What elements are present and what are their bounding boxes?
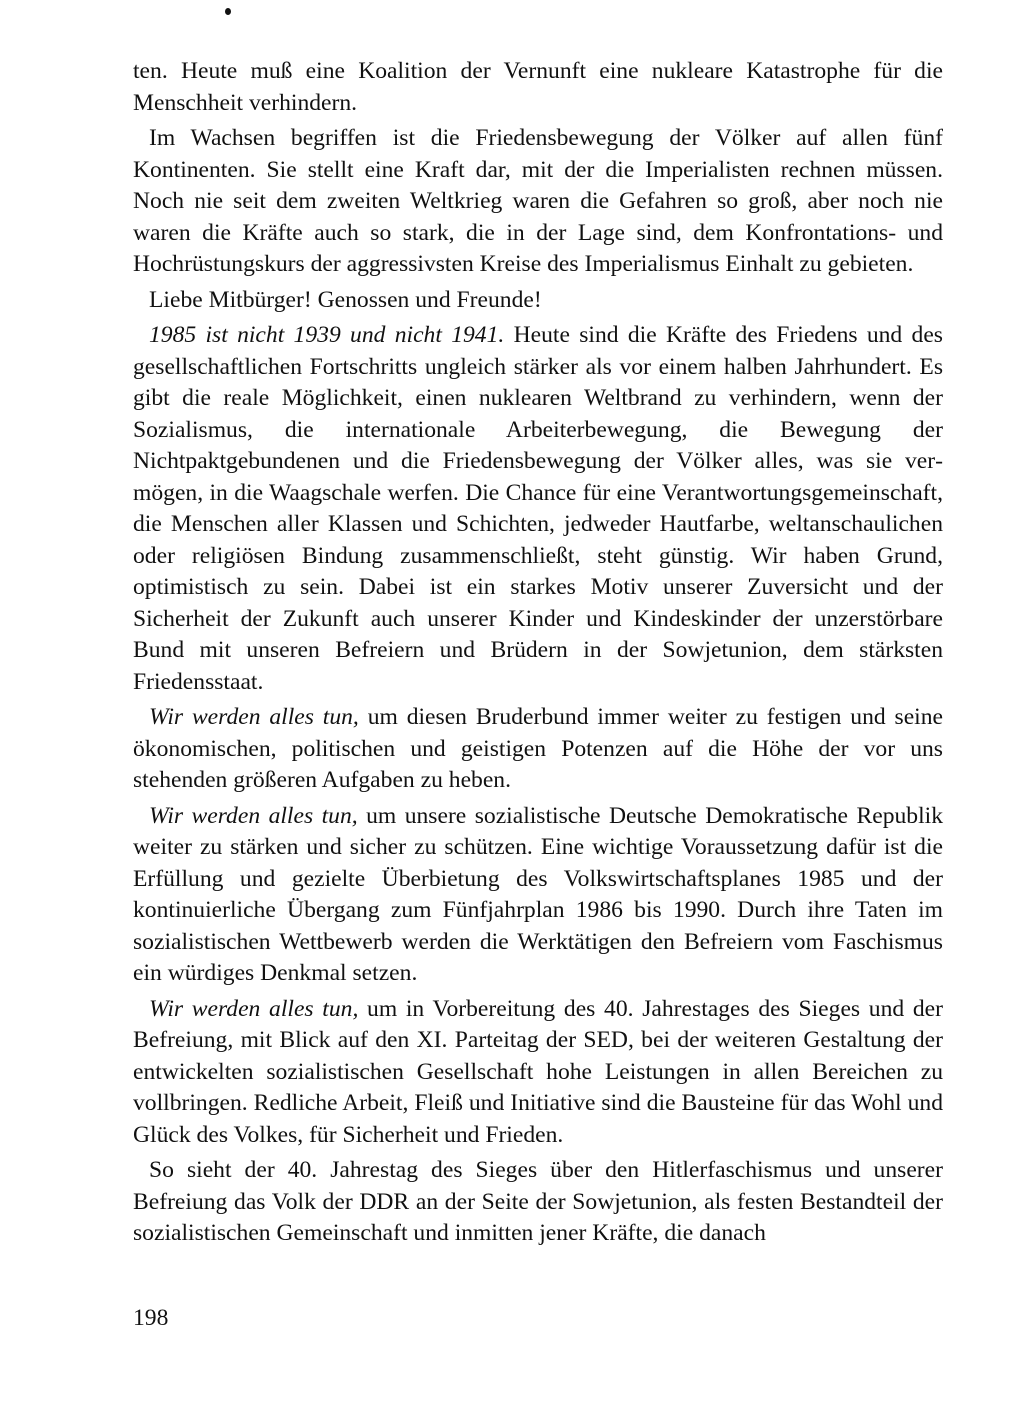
italic-lead: Wir werden alles tun,: [149, 802, 358, 829]
paragraph-6: Wir werden alles tun, um unsere sozialistische Deutsche Demokratische Republik weiter zu stärken und sicher zu schützen. Eine wichtige Voraussetzung dafür ist die Erfüllung und gezielte Überbietung des Volkswirtschaftsplanes 1985 und der kontinuierliche Übergang zum Fünfjahrplan 1986 bis 1990. Durch ihre Taten im sozialistischen Wettbewerb werden die Werktätigen den Befreiern vom Faschismus ein würdiges Denkmal setzen.: [133, 802, 943, 986]
paragraph-2: Im Wachsen begriffen ist die Friedensbewegung der Völker auf allen fünf Kontinenten. Sie stellt eine Kraft dar, mit der die Imperialisten rechnen müssen. Noch nie seit dem zweiten Weltkrieg waren die Gefahren so groß, aber noch nie waren die Kräfte auch so stark, die in der Lage sind, dem Konfrontations- und Hochrüstungskurs der aggressivsten Kreise des Imperialismus Einhalt zu gebieten.: [133, 125, 943, 277]
paragraph-4: 1985 ist nicht 1939 und nicht 1941. Heute sind die Kräfte des Friedens und des gesellschaftlichen Fortschritts ungleich stärker als vor einem halben Jahrhundert. Es gibt die reale Möglichkeit, einen nuklearen Weltbrand zu verhindern, wenn der Sozialismus, die internationale Arbeiterbewegung, die Bewegung der Nichtpaktgebundenen und die Friedensbewegung der Völker alles, was sie vermögen, in die Waagschale werfen. Die Chance für eine Verantwortungsgemeinschaft, die Menschen aller Klassen und Schichten, jedweder Hautfarbe, weltanschaulichen oder religiösen Bindung zusammenschließt, steht günstig. Wir haben Grund, optimistisch zu sein. Dabei ist ein starkes Motiv unserer Zuversicht und der Sicherheit der Zukunft auch unserer Kinder und Kindeskinder der unzerstörbare Bund mit unseren Befreiern und Brüdern in der Sowjetunion, dem stärksten Friedensstaat.: [133, 322, 943, 695]
italic-lead: Wir werden alles tun,: [149, 995, 359, 1022]
italic-lead: 1985 ist nicht 1939 und nicht 1941.: [149, 322, 505, 348]
printed-dot-mark: [225, 8, 231, 15]
paragraph-5: Wir werden alles tun, um diesen Bruderbund immer weiter zu festigen und seine ökonomischen, politischen und geistigen Potenzen auf die Höhe der vor uns stehenden größeren Aufgaben zu heben.: [133, 704, 943, 793]
paragraph-7: Wir werden alles tun, um in Vorbereitung des 40. Jahrestages des Sieges und der Befreiung, mit Blick auf den XI. Parteitag der SED, bei der weiteren Gestaltung der entwickelten sozialistischen Gesellschaft hohe Leistungen in allen Bereichen zu vollbringen. Redliche Arbeit, Fleiß und Initiative sind die Bausteine für das Wohl und Glück des Volkes, für Sicherheit und Frieden.: [133, 995, 943, 1148]
body-text: [133, 56, 943, 1254]
page-number: 198: [133, 1305, 169, 1331]
paragraph-1: ten. Heute muß eine Koalition der Vernunft eine nukleare Katastrophe für die Menschheit verhindern.: [133, 58, 943, 116]
italic-lead: Wir werden alles tun,: [149, 704, 359, 730]
paragraph-3: Liebe Mitbürger! Genossen und Freunde!: [149, 286, 542, 313]
paragraph-8: So sieht der 40. Jahrestag des Sieges über den Hitlerfaschismus und unserer Befreiung das Volk der DDR an der Seite der Sowjetunion, als festen Bestandteil der sozialistischen Gemeinschaft und inmitten jener Kräfte, die danach: [133, 1157, 943, 1246]
